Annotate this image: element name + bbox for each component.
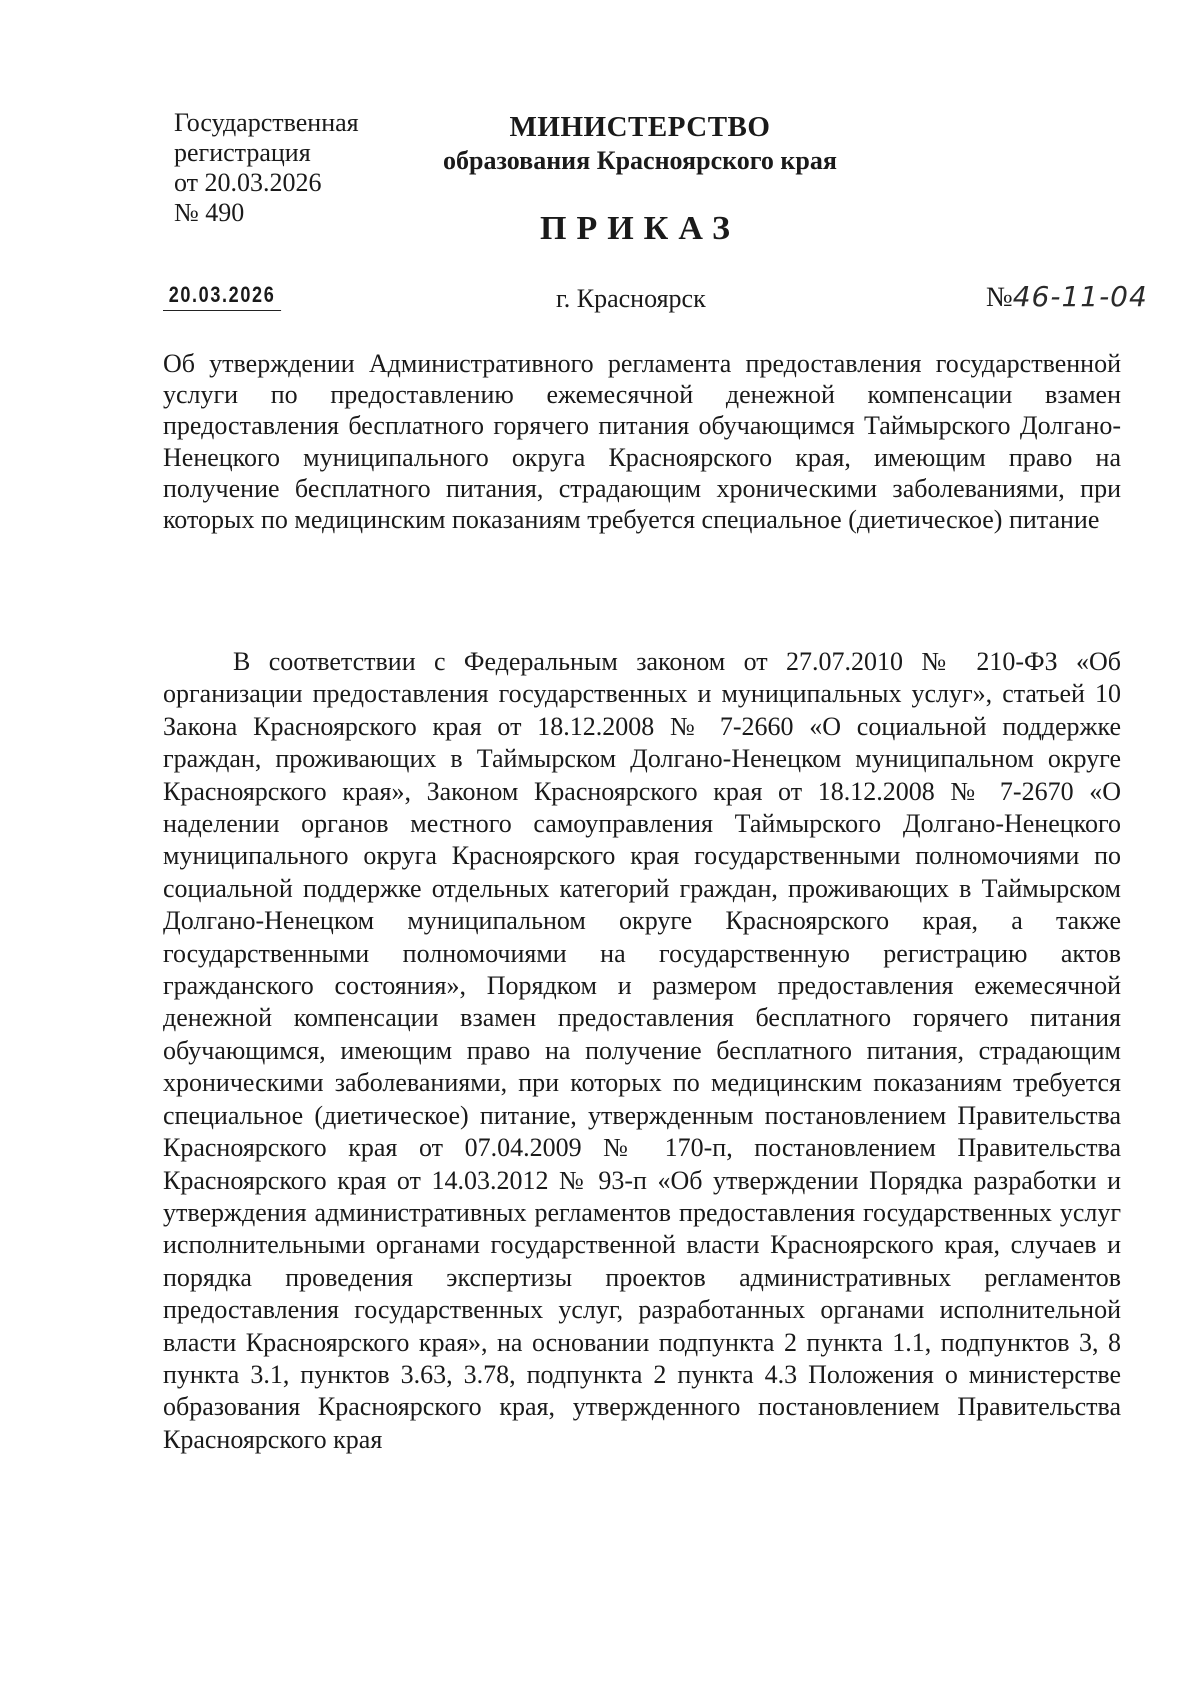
ministry-title: МИНИСТЕРСТВО <box>509 111 771 143</box>
order-number-prefix: № <box>986 282 1013 313</box>
order-date: 20.03.2026 <box>163 280 281 311</box>
ministry-subtitle: образования Красноярского края <box>443 146 837 175</box>
order-body-paragraph: В соответствии с Федеральным законом от 27.07.2010 № 210-ФЗ «Об организации предоставления государственных и муниципальных услуг», статьей 10 Закона Красноярского края от 18.12.2008 № 7-2660 «О социальной поддержке граждан, проживающих в Таймырском Долгано-Ненецком муниципальном округе Красноярского края», Законом Красноярского края от 18.12.2008 № 7-2670 «О наделении органов местного самоуправления Таймырского Долгано-Ненецкого муниципального округа Красноярского края государственными полномочиями по социальной поддержке отдельных категорий граждан, проживающих в Таймырском Долгано-Ненецком муниципальном округе Красноярского края, а также государственными полномочиями на государственную регистрацию актов гражданского состояния», Порядком и размером предоставления ежемесячной денежной компенсации взамен предоставления бесплатного горячего питания обучающимся, имеющим право на получение бесплатного питания, страдающим хроническими заболеваниями, при которых по медицинским показаниям требуется специальное (диетическое) питание, утвержденным постановлением Правительства Красноярского края от 07.04.2009 № 170-п, постановлением Правительства Красноярского края от 14.03.2012 № 93-п «Об утверждении Порядка разработки и утверждения административных регламентов предоставления государственных услуг исполнительными органами государственной власти Красноярского края, случаев и порядка проведения экспертизы проектов административных регламентов предоставления государственных услуг, разработанных органами исполнительной власти Красноярского края», на основании подпункта 2 пункта 1.1, подпунктов 3, 8 пункта 3.1, пунктов 3.63, 3.78, подпункта 2 пункта 4.3 Положения о министерстве образования Красноярского края, утвержденного постановлением Правительства Красноярского края <box>163 647 1121 1454</box>
order-number <box>986 282 1148 313</box>
registration-number: № 490 <box>174 198 245 227</box>
registration-stamp <box>174 108 359 228</box>
registration-line-2: регистрация <box>174 138 311 167</box>
ministry-header <box>420 110 860 178</box>
registration-line-1: Государственная <box>174 108 359 137</box>
order-number-value: 46-11-04 <box>1012 280 1148 313</box>
order-title: ПРИКАЗ <box>540 210 740 247</box>
registration-date: от 20.03.2026 <box>174 168 322 197</box>
order-subject: Об утверждении Административного регламента предоставления государственной услуги по предоставлению ежемесячной денежной компенсации взамен предоставления бесплатного горячего питания обучающимся Таймырского Долгано-Ненецкого муниципального округа Красноярского края, имеющим право на получение бесплатного питания, страдающим хроническими заболеваниями, при которых по медицинским показаниям требуется специальное (диетическое) питание <box>163 349 1121 535</box>
order-city: г. Красноярск <box>556 284 706 313</box>
